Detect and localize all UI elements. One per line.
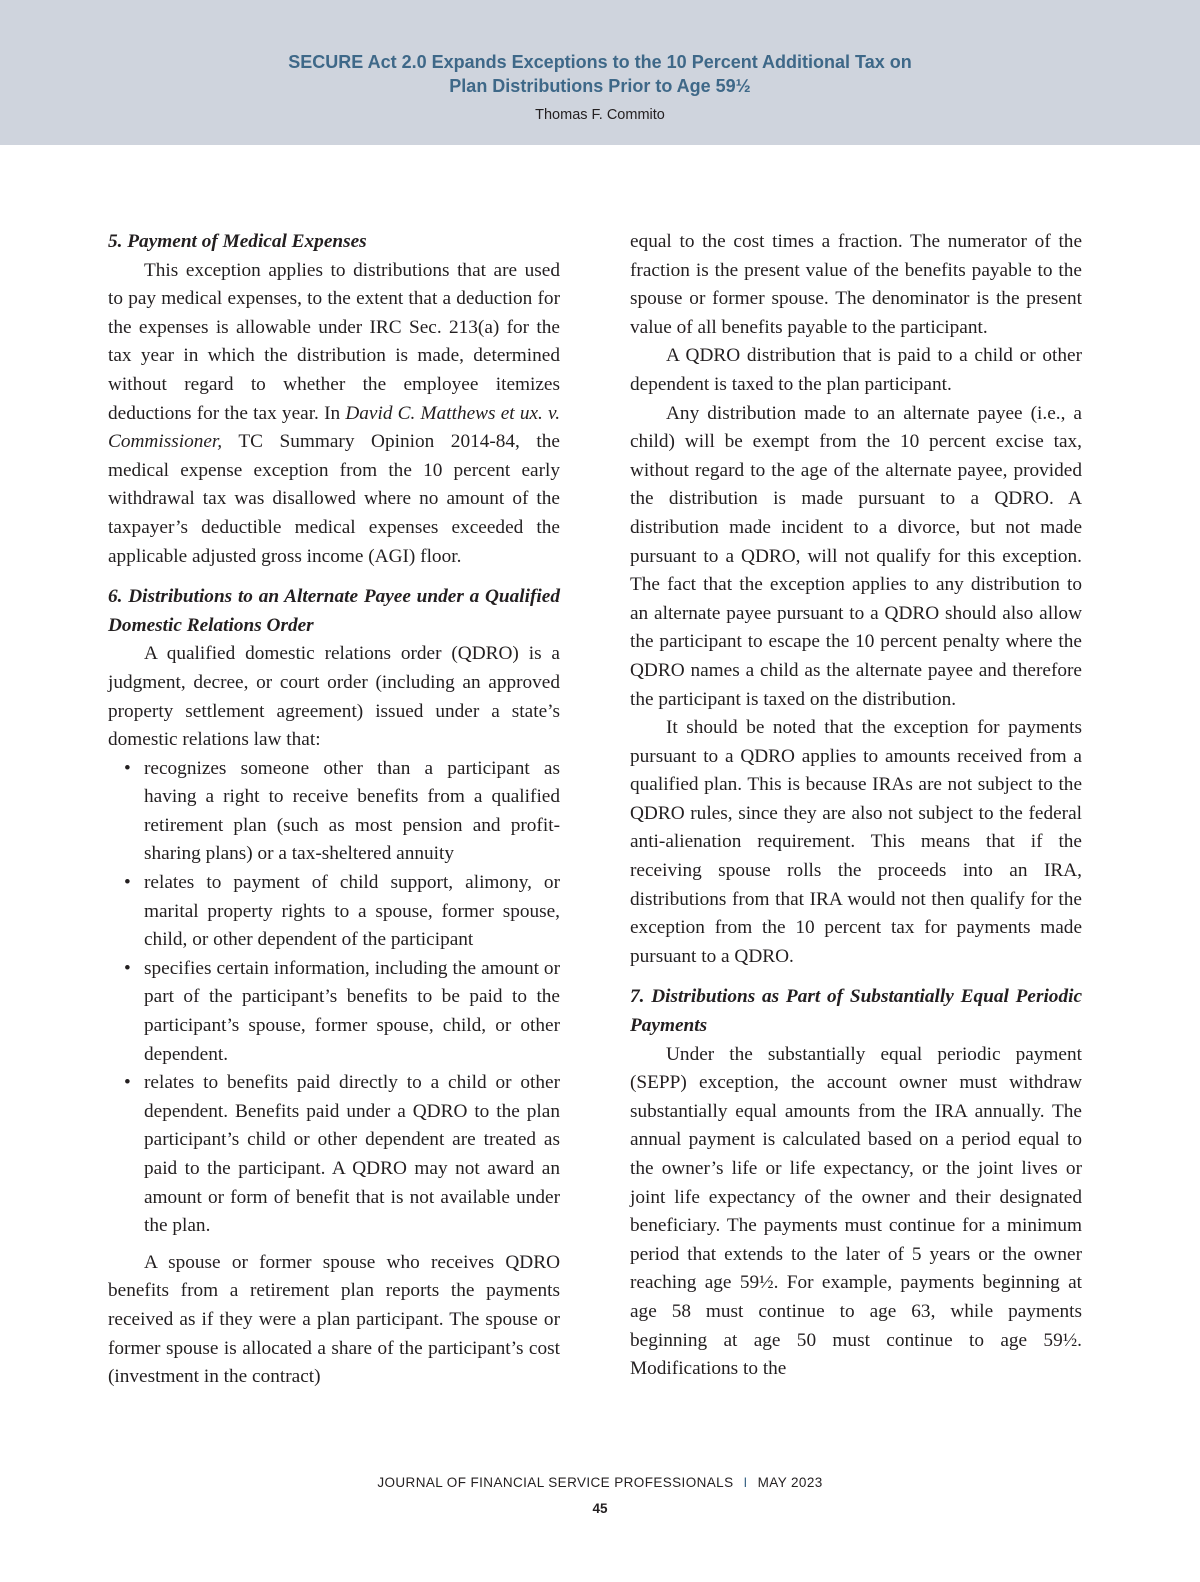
continued-paragraph: equal to the cost times a fraction. The numerator of the fraction is the present value of the benefits payable to the spouse or former spouse. The denominator is the present value of all benefits payable to the participant. [630,231,1082,338]
left-column [108,228,560,1392]
section-7-heading: 7. Distributions as Part of Substantially Equal Periodic Payments [630,986,1082,1037]
list-item: • recognizes someone other than a participant as having a right to receive benefits from a qualified retirement plan (such as most pension and profit-sharing plans) or a tax-sheltered annuity [144,755,560,869]
section-5-text-a: This exception applies to distributions that are used to pay medical expenses, to the extent that a deduction for the expenses is allowable under IRC Sec. 213(a) for the tax year in which the distribution is made, determined without regard to whether the employee itemizes deductions for the tax year. In [108,259,560,424]
article-title-line-2: Plan Distributions Prior to Age 59½ [449,76,751,96]
article-author: Thomas F. Commito [535,107,665,123]
section-5-heading: 5. Payment of Medical Expenses [108,231,367,252]
section-6-heading: 6. Distributions to an Alternate Payee under a Qualified Domestic Relations Order [108,586,560,636]
case-citation: David C. Matthews et ux. v. Commissioner, [108,402,561,453]
section-5-text-b: TC Summary Opinion 2014-84, the medical expense exception from the 10 percent early withdrawal tax was disallowed where no amount of the taxpayer’s deductible medical expenses exceeded the applicable adjusted gross income (AGI) floor. [108,431,560,567]
paragraph: It should be noted that the exception for payments pursuant to a QDRO applies to amounts received from a qualified plan. This is because IRAs are not subject to the QDRO rules, since they are also not subject to the federal anti-alienation requirement. This means that if the receiving spouse rolls the proceeds into an IRA, distributions from that IRA would not then qualify for the exception from the 10 percent tax for payments made pursuant to a QDRO. [630,717,1082,967]
paragraph: Any distribution made to an alternate payee (i.e., a child) will be exempt from the 10 percent excise tax, without regard to the age of the alternate payee, provided the distribution is made pursuant to a QDRO. A distribution made incident to a divorce, but not made pursuant to a QDRO, will not qualify for this exception. The fact that the exception applies to any distribution to an alternate payee pursuant to a QDRO should also allow the participant to escape the 10 percent penalty where the QDRO names a child as the alternate payee and therefore the participant is taxed on the distribution. [630,402,1082,710]
section-5-paragraph [108,257,560,572]
article-title-line-1: SECURE Act 2.0 Expands Exceptions to the 10 Percent Additional Tax on [288,52,912,72]
article-header [0,0,1200,145]
paragraph: A QDRO distribution that is paid to a child or other dependent is taxed to the plan participant. [630,345,1082,395]
article-title [240,50,960,98]
list-item: • relates to payment of child support, alimony, or marital property rights to a spouse, former spouse, child, or other dependent of the participant [144,869,560,955]
list-item: • relates to benefits paid directly to a child or other dependent. Benefits paid under a QDRO to the plan participant’s child or other dependent are treated as paid to the participant. A QDRO may not award an amount or form of benefit that is not available under the plan. [144,1069,560,1241]
section-6-intro-paragraph: A qualified domestic relations order (QDRO) is a judgment, decree, or court order (including an approved property settlement agreement) issued under a state’s domestic relations law that: [108,643,560,751]
list-item: • specifies certain information, including the amount or part of the participant’s benefits to be paid to the participant’s spouse, former spouse, child, or other dependent. [144,955,560,1069]
footer-journal-line [0,1475,1200,1490]
journal-name: JOURNAL OF FINANCIAL SERVICE PROFESSIONALS [377,1475,734,1490]
issue-date: MAY 2023 [757,1475,823,1490]
qdro-criteria-list [108,755,560,1241]
section-6-paragraph-2: A spouse or former spouse who receives QDRO benefits from a retirement plan reports the payments received as if they were a plan participant. The spouse or former spouse is allocated a share of the participant’s cost (investment in the contract) [108,1251,560,1388]
right-column [630,228,1082,1384]
page-number: 45 [592,1501,608,1516]
footer-separator: I [743,1475,748,1490]
section-7-paragraph: Under the substantially equal periodic payment (SEPP) exception, the account owner must withdraw substantially equal amounts from the IRA annually. The annual payment is calculated based on a period equal to the owner’s life or life expectancy, or the joint lives or joint life expectancy of the owner and their designated beneficiary. The payments must continue for a minimum period that extends to the later of 5 years or the owner reaching age 59½. For example, payments beginning at age 58 must continue to age 63, while payments beginning at age 50 must continue to age 59½. Modifications to the [630,1043,1082,1380]
